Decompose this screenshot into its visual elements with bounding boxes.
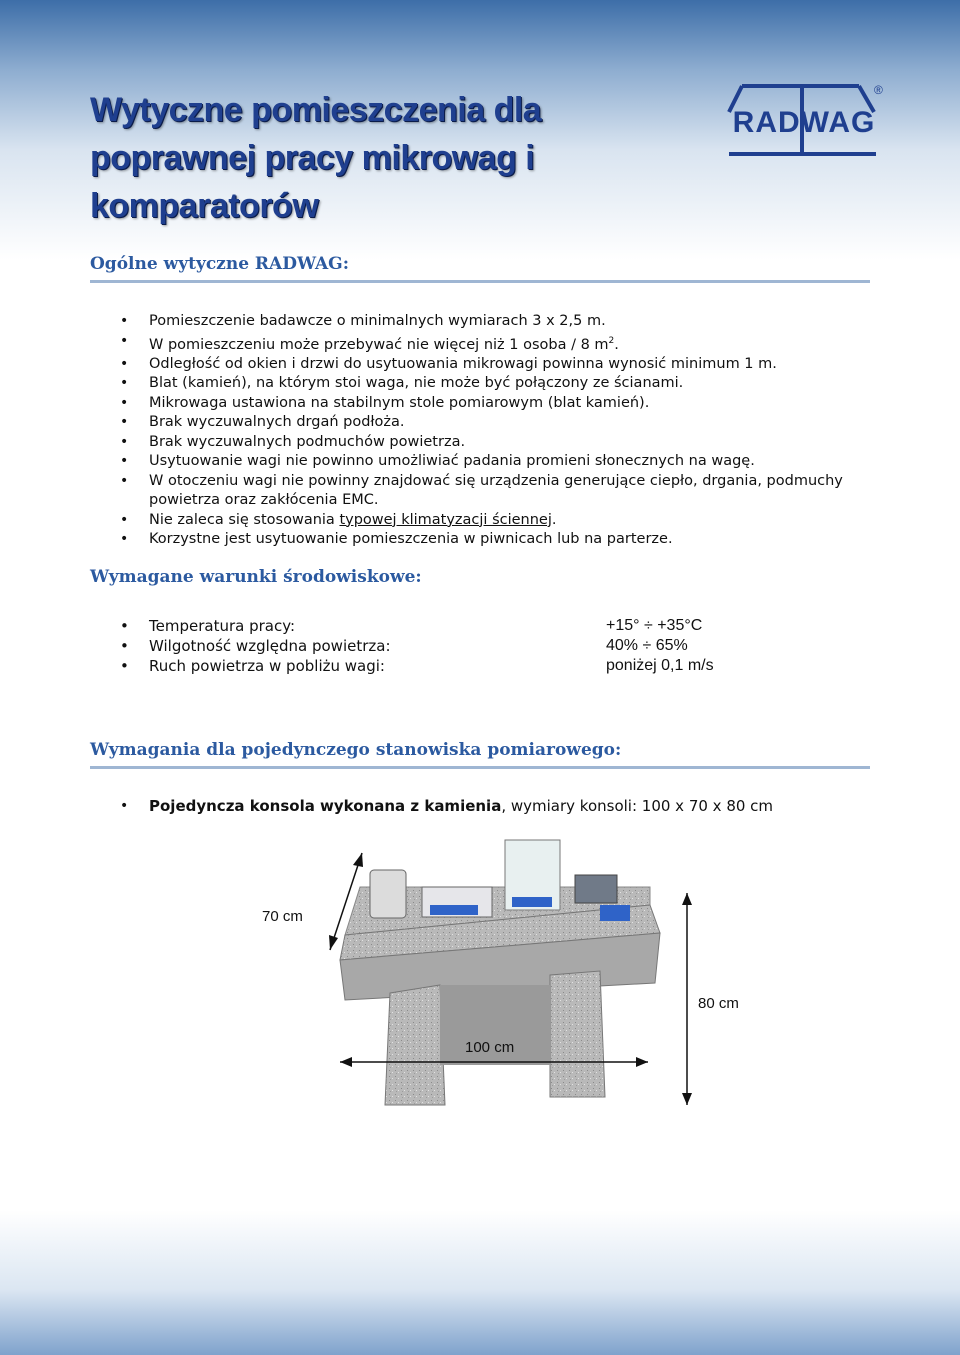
env-row-temperature: • Temperatura pracy: +15° ÷ +35°C xyxy=(90,616,870,636)
dimension-width-label: 100 cm xyxy=(465,1039,515,1056)
stone-console-photo xyxy=(250,835,770,1115)
page-title: Wytyczne pomieszczenia dla poprawnej pracy mikrowag i komparatorów xyxy=(90,91,542,225)
registered-mark: ® xyxy=(874,83,883,97)
list-item: • Usytuowanie wagi nie powinno umożliwiać padania promieni słonecznych na wagę. xyxy=(90,452,870,472)
list-item: • Brak wyczuwalnych drgań podłoża. xyxy=(90,413,870,433)
env-row-airflow: • Ruch powietrza w pobliżu wagi: poniżej 0,1 m/s xyxy=(90,656,870,676)
list-item: • Pomieszczenie badawcze o minimalnych wymiarach 3 x 2,5 m. xyxy=(90,312,870,332)
list-item: • W pomieszczeniu może przebywać nie więcej niż 1 osoba / 8 $m^2$. xyxy=(90,332,870,355)
list-item: • Blat (kamień), na którym stoi waga, nie może być połączony ze ścianami. xyxy=(90,374,870,394)
general-guidelines-section xyxy=(90,254,870,550)
list-item: • Brak wyczuwalnych podmuchów powietrza. xyxy=(90,433,870,453)
env-value: +15° ÷ +35°C xyxy=(606,617,703,634)
station-section xyxy=(90,740,870,817)
environment-heading: Wymagane warunki środowiskowe: xyxy=(90,567,422,587)
general-heading: Ogólne wytyczne RADWAG: xyxy=(90,254,870,283)
logo-text: RADWAG xyxy=(732,106,876,139)
list-item: • Odległość od okien i drzwi do usytuowania mikrowagi powinna wynosić minimum 1 m. xyxy=(90,355,870,375)
dimension-height-label: 80 cm xyxy=(698,995,739,1012)
list-item: • Pojedyncza konsola wykonana z kamienia, wymiary konsoli: 100 x 70 x 80 cm xyxy=(90,797,870,817)
list-item: • Nie zaleca się stosowania typowej klimatyzacji ściennej. xyxy=(90,511,870,531)
superscript: 2 xyxy=(608,335,615,346)
radwag-logo xyxy=(724,80,884,160)
env-row-humidity: • Wilgotność względna powietrza: 40% ÷ 65% xyxy=(90,636,870,656)
environment-section xyxy=(90,567,870,676)
list-item: • W otoczeniu wagi nie powinny znajdować się urządzenia generujące ciepło, drgania, podmuchy powietrza oraz zakłócenia EMC. xyxy=(90,472,870,511)
list-item: • Mikrowaga ustawiona na stabilnym stole pomiarowym (blat kamień). xyxy=(90,394,870,414)
station-heading: Wymagania dla pojedynczego stanowiska pomiarowego: xyxy=(90,740,870,769)
underlined-text: typowej klimatyzacji ściennej xyxy=(339,511,552,528)
environment-list xyxy=(90,616,870,676)
env-value: 40% ÷ 65% xyxy=(606,637,688,654)
dimension-depth-label: 70 cm xyxy=(262,908,303,925)
general-list xyxy=(90,312,870,550)
list-item: • Korzystne jest usytuowanie pomieszczenia w piwnicach lub na parterze. xyxy=(90,530,870,550)
station-list xyxy=(90,797,870,817)
env-value: poniżej 0,1 m/s xyxy=(606,657,714,674)
